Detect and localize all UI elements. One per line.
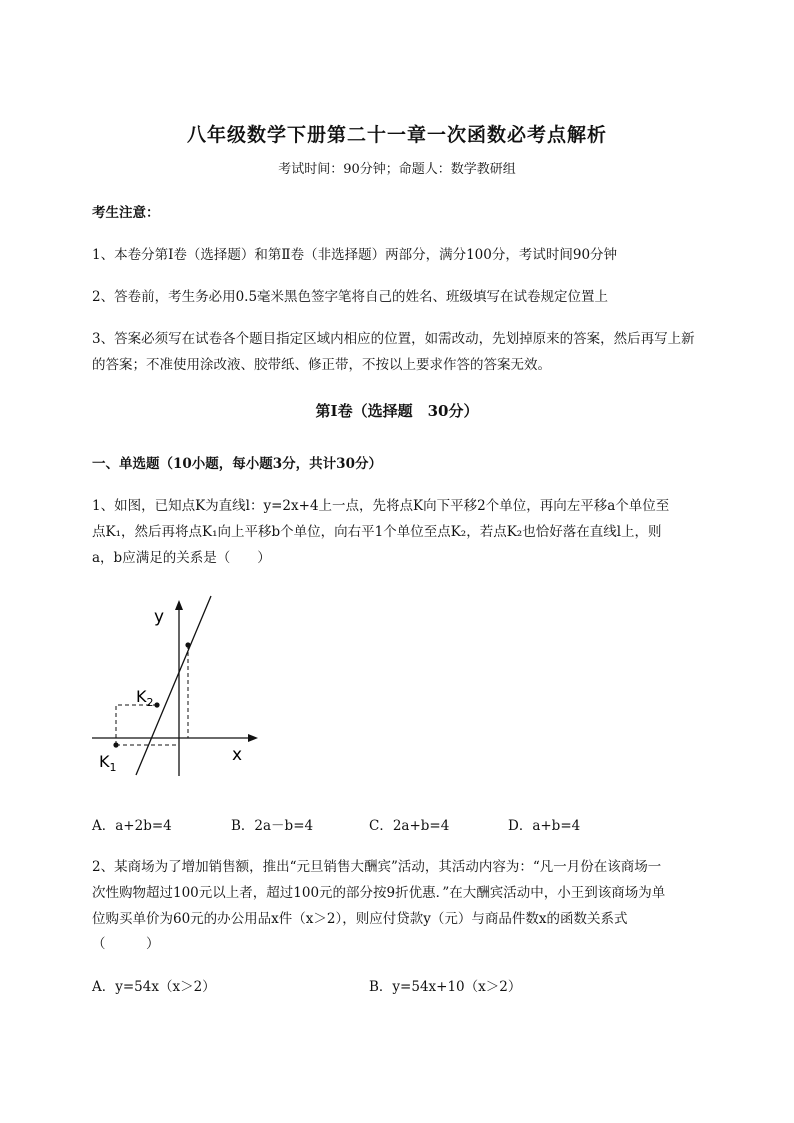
point-k2 (154, 702, 159, 707)
notice-heading: 考生注意： (92, 205, 160, 221)
notice-item-3: 3、答案必须写在试卷各个题目指定区域内相应的位置，如需改动，先划掉原来的答案，然后再写上新 (92, 331, 695, 347)
page-title: 八年级数学下册第二十一章一次函数必考点解析 (186, 124, 607, 146)
line-l (136, 596, 211, 775)
question-1-line-2: 点K₁，然后再将点K₁向上平移b个单位，向右平1个单位至点K₂，若点K₂也恰好落在直线l上，则 (92, 524, 662, 540)
question-1-figure (90, 590, 270, 780)
notice-item-3-cont: 的答案；不准使用涂改液、胶带纸、修正带，不按以上要求作答的答案无效。 (92, 357, 551, 373)
notice-item-1: 1、本卷分第I卷（选择题）和第Ⅱ卷（非选择题）两部分，满分100分，考试时间90分钟 (92, 247, 618, 263)
exam-subtitle: 考试时间：90分钟；命题人：数学教研组 (278, 162, 516, 177)
notice-item-2: 2、答卷前，考生务必用0.5毫米黑色签字笔将自己的姓名、班级填写在试卷规定位置上 (92, 289, 609, 305)
question-2-line-2: 次性购物超过100元以上者，超过100元的部分按9折优惠．”在大酬宾活动中，小王到该商场为单 (92, 885, 666, 901)
k2-label: $K_2$ (136, 687, 154, 709)
question-1-option-d: D．a+b=4 (508, 818, 581, 834)
question-2-line-1: 2、某商场为了增加销售额，推出“元旦销售大酬宾”活动，其活动内容为：“凡一月份在该商场一 (92, 859, 662, 875)
k1-label: $K_1$ (99, 752, 117, 774)
x-axis-arrow-icon (248, 734, 258, 742)
y-axis-arrow-icon (175, 600, 183, 610)
question-1-option-a: A．a+2b=4 (92, 818, 172, 834)
question-1-option-b: B．2a－b=4 (231, 818, 314, 834)
question-2-line-3: 位购买单价为60元的办公用品x件（x＞2），则应付贷款y（元）与商品件数x的函数关系式 (92, 911, 628, 927)
point-k1 (113, 742, 118, 747)
question-1-option-c: C．2a+b=4 (369, 818, 450, 834)
question-2-option-a: A．y=54x（x＞2） (92, 979, 216, 995)
question-1-line-1: 1、如图，已知点K为直线l：y=2x+4上一点，先将点K向下平移2个单位，再向左平移a个单位至 (92, 498, 670, 514)
section-heading: 一、单选题（10小题，每小题3分，共计30分） (92, 456, 382, 472)
point-k (185, 642, 190, 647)
section-title: 第I卷（选择题 30分） (315, 402, 479, 420)
question-2-option-b: B．y=54x+10（x＞2） (369, 979, 522, 995)
question-1-line-3: a，b应满足的关系是（ ） (92, 550, 271, 566)
question-2-line-4: （ ） (92, 936, 160, 952)
y-axis-label: y (154, 607, 165, 627)
x-axis-label: x (232, 745, 243, 765)
